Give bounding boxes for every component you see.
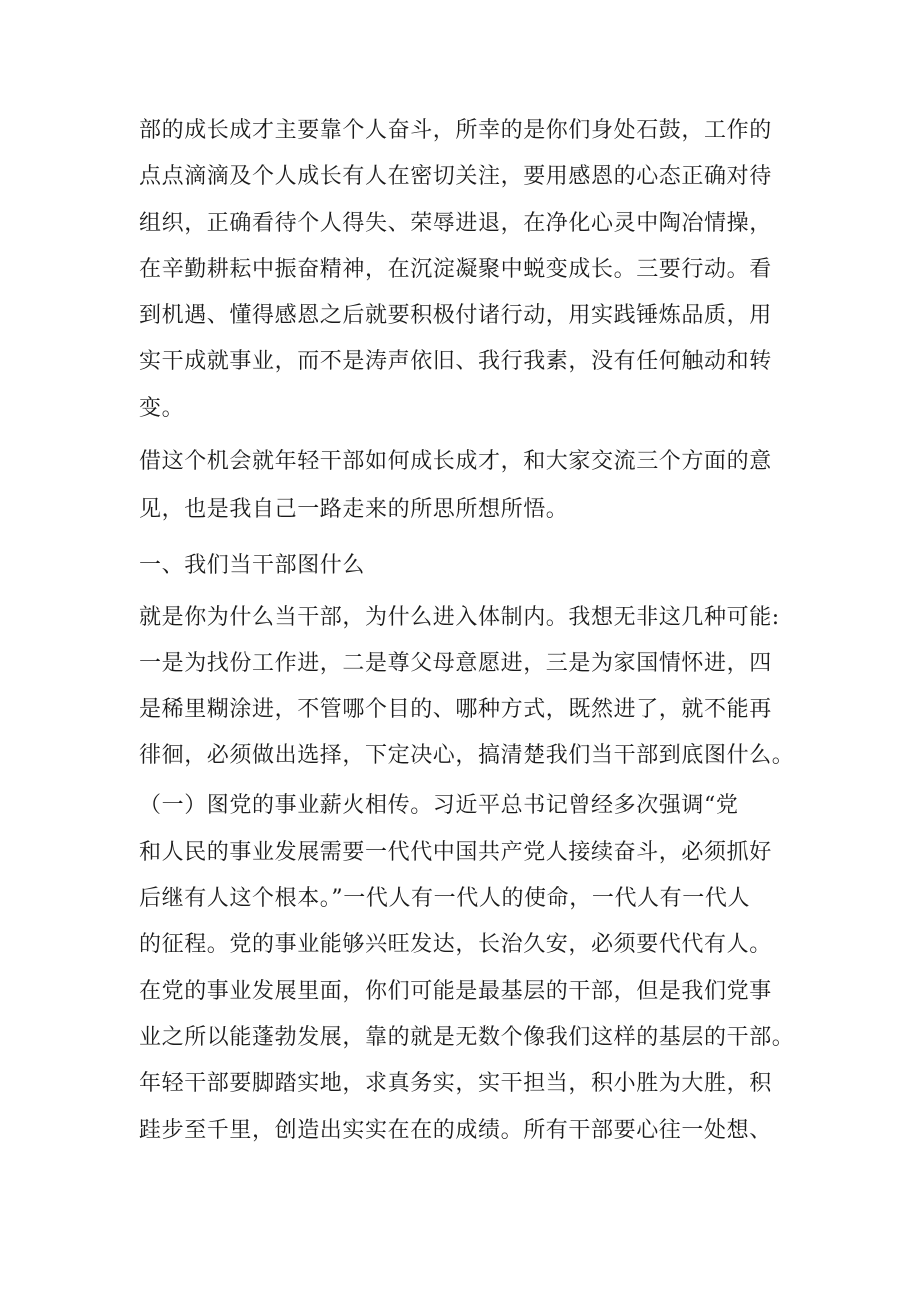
text-line: 在辛勤耕耘中振奋精神，在沉淀凝聚中蜕变成长。三要行动。看 [139, 257, 772, 282]
subsection-heading: （一）图党的事业薪火相传。习近平总书记曾经多次强调“党 [139, 793, 739, 818]
text-line: 年轻干部要脚踏实地，求真务实，实干担当，积小胜为大胜，积 [139, 1071, 772, 1096]
text-line: 跬步至千里，创造出实实在在的成绩。所有干部要心往一处想、 [139, 1118, 772, 1143]
text-line: 见，也是我自己一路走来的所思所想所悟。 [139, 497, 569, 522]
text-line: 组织，正确看待个人得失、荣辱进退，在净化心灵中陶冶情操， [139, 211, 772, 236]
text-line: 点点滴滴及个人成长有人在密切关注，要用感恩的心态正确对待 [139, 164, 772, 189]
text-line: 到机遇、懂得感恩之后就要积极付诸行动，用实践锤炼品质，用 [139, 303, 772, 328]
paragraph-start: 借这个机会就年轻干部如何成长成才，和大家交流三个方面的意 [139, 449, 772, 474]
text-line: 和人民的事业发展需要一代代中国共产党人接续奋斗，必须抓好 [139, 840, 772, 865]
text-line: 徘徊，必须做出选择，下定决心，搞清楚我们当干部到底图什么。 [139, 743, 795, 768]
section-heading: 一、我们当干部图什么 [139, 553, 366, 578]
text-line: 实干成就事业，而不是涛声依旧、我行我素，没有任何触动和转 [139, 349, 772, 374]
text-line: 的征程。党的事业能够兴旺发达，长治久安，必须要代代有人。 [139, 932, 772, 957]
text-line: 后继有人这个根本。”一代人有一代人的使命，一代人有一代人 [139, 886, 751, 911]
text-line: 一是为找份工作进，二是尊父母意愿进，三是为家国情怀进，四 [139, 651, 772, 676]
text-line: 在党的事业发展里面，你们可能是最基层的干部，但是我们党事 [139, 979, 772, 1004]
paragraph-start: 就是你为什么当干部，为什么进入体制内。我想无非这几种可能: [139, 605, 780, 630]
text-line: 业之所以能蓬勃发展，靠的就是无数个像我们这样的基层的干部。 [139, 1025, 795, 1050]
text-line: 变。 [139, 396, 185, 421]
text-line: 是稀里糊涂进，不管哪个目的、哪种方式，既然进了，就不能再 [139, 697, 772, 722]
text-line: 部的成长成才主要靠个人奋斗，所幸的是你们身处石鼓，工作的 [139, 118, 772, 143]
